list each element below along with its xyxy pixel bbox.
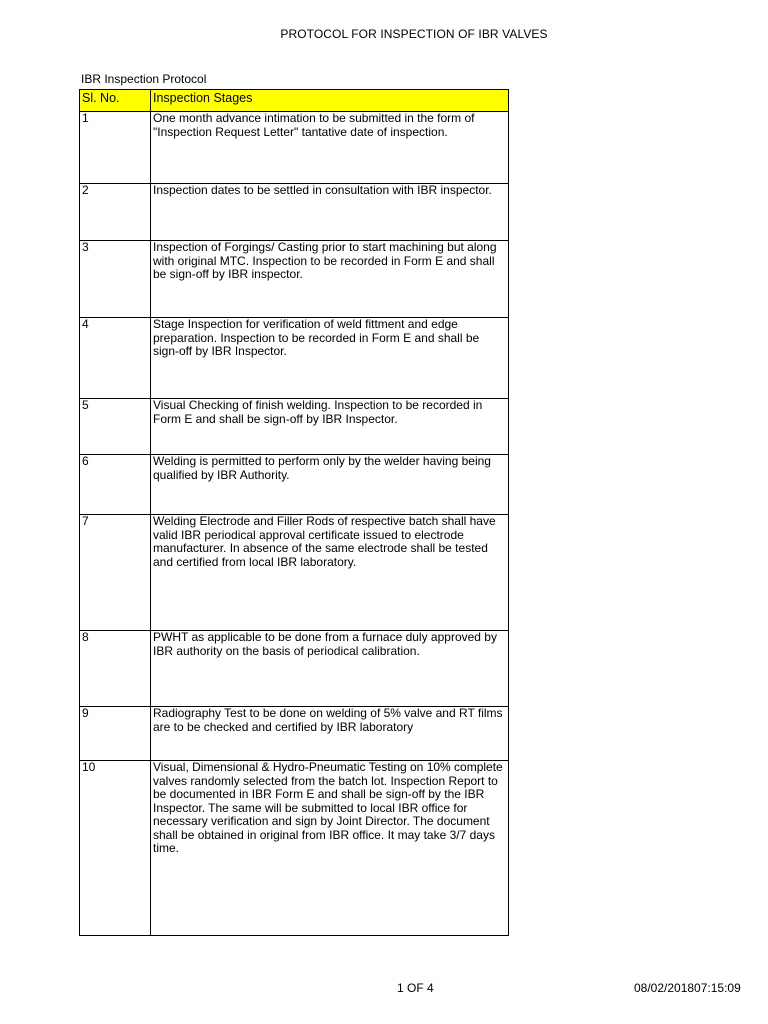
serial-number-cell: 2 [80,184,151,241]
table-row [80,455,509,515]
serial-number-cell: 9 [80,707,151,761]
serial-number-cell: 4 [80,318,151,399]
table-row [80,241,509,318]
stage-description-cell: Visual Checking of finish welding. Inspection to be recorded in Form E and shall be sign-off by IBR Inspector. [151,399,509,455]
table-row [80,318,509,399]
stage-description-cell: Stage Inspection for verification of weld fittment and edge preparation. Inspection to be recorded in Form E and shall be sign-off by IBR Inspector. [151,318,509,399]
stage-description-cell: Inspection of Forgings/ Casting prior to start machining but along with original MTC. Inspection to be recorded in Form E and shall be sign-off by IBR inspector. [151,241,509,318]
table-row [80,631,509,707]
stage-description-cell: Welding is permitted to perform only by the welder having being qualified by IBR Authority. [151,455,509,515]
table-row [80,399,509,455]
page-number: 1 OF 4 [397,981,434,995]
stage-description-cell: Inspection dates to be settled in consultation with IBR inspector. [151,184,509,241]
table-row [80,707,509,761]
stage-description-cell: Radiography Test to be done on welding of 5% valve and RT films are to be checked and certified by IBR laboratory [151,707,509,761]
serial-number-cell: 7 [80,515,151,631]
print-timestamp: 08/02/201807:15:09 [634,981,741,995]
serial-number-cell: 5 [80,399,151,455]
stage-description-cell: Welding Electrode and Filler Rods of respective batch shall have valid IBR periodical approval certificate issued to electrode manufacturer. In absence of the same electrode shall be tested and certified from local IBR laboratory. [151,515,509,631]
serial-number-cell: 10 [80,761,151,936]
table-caption: IBR Inspection Protocol [81,72,207,86]
table-row [80,112,509,184]
table-header-row [80,90,509,112]
table-row [80,515,509,631]
stage-description-cell: PWHT as applicable to be done from a furnace duly approved by IBR authority on the basis of periodical calibration. [151,631,509,707]
column-header-serial: Sl. No. [80,90,151,112]
serial-number-cell: 6 [80,455,151,515]
table-row [80,184,509,241]
page-title: PROTOCOL FOR INSPECTION OF IBR VALVES [280,27,548,41]
stage-description-cell: One month advance intimation to be submitted in the form of "Inspection Request Letter" tantative date of inspection. [151,112,509,184]
serial-number-cell: 8 [80,631,151,707]
column-header-stages: Inspection Stages [151,90,509,112]
stage-description-cell: Visual, Dimensional & Hydro-Pneumatic Testing on 10% complete valves randomly selected from the batch lot. Inspection Report to be documented in IBR Form E and shall be sign-off by the IBR Inspector. The same will be submitted to local IBR office for necessary verification and sign by Joint Director. The document shall be obtained in original from IBR office. It may take 3/7 days time. [151,761,509,936]
inspection-stages-table [79,89,509,936]
serial-number-cell: 3 [80,241,151,318]
table-row [80,761,509,936]
serial-number-cell: 1 [80,112,151,184]
